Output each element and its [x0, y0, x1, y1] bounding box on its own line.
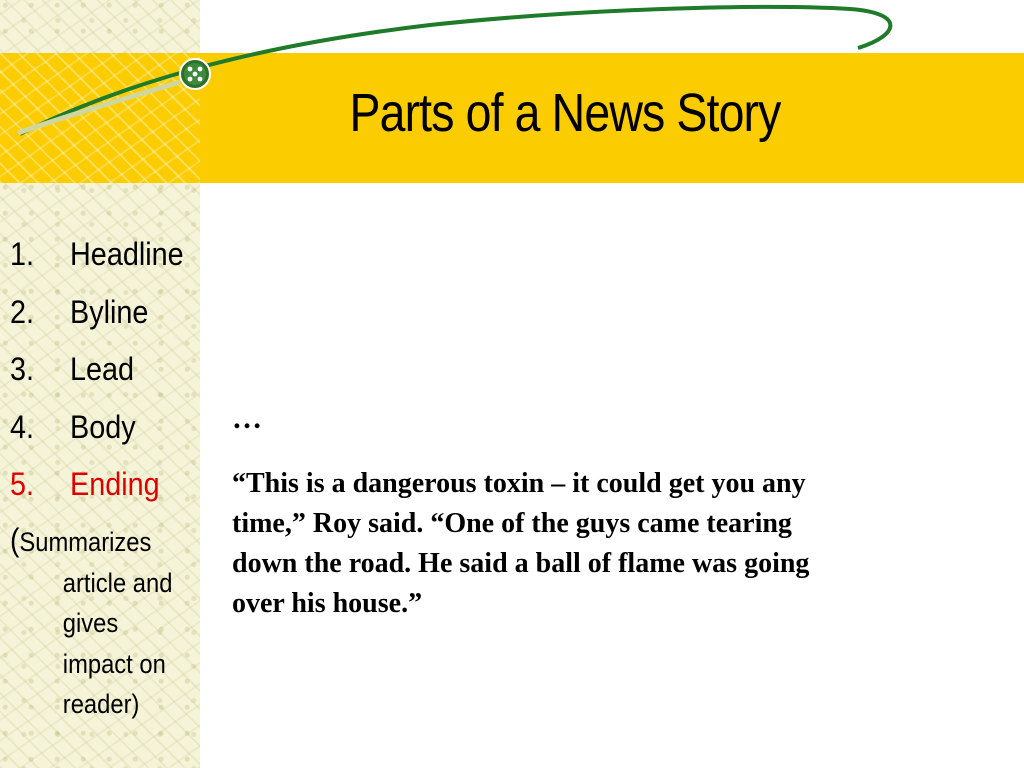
note-line: article and [62, 567, 173, 598]
list-item-body [10, 403, 196, 461]
list-item-number: 2. [10, 293, 35, 330]
list-item-label: Ending [70, 466, 160, 502]
list-item-number: 5. [10, 466, 35, 502]
ellipsis: … [232, 402, 262, 435]
example-quote [232, 464, 952, 624]
list-item-label: Lead [70, 351, 135, 387]
list-item-number: 4. [10, 408, 35, 445]
list-item-label: Headline [70, 236, 184, 272]
list-item-label: Body [70, 408, 136, 445]
note-line: reader) [62, 689, 140, 719]
open-paren: ( [10, 522, 20, 558]
list-item-lead [10, 345, 196, 403]
quote-line: “This is a dangerous toxin – it could get you any [232, 468, 806, 499]
note-line: (Summarizes [10, 522, 152, 558]
quote-line: down the road. He said a ball of flame was going [232, 548, 810, 579]
quote-line: over his house.” [232, 588, 423, 619]
ending-description [10, 520, 210, 725]
list-item-headline [10, 230, 196, 288]
list-item-byline [10, 288, 196, 346]
note-line: impact on [62, 648, 166, 679]
page-title: Parts of a News Story [349, 83, 781, 143]
list-item-label: Byline [70, 293, 149, 330]
list-item-number: 1. [10, 236, 35, 272]
quote-line: time,” Roy said. “One of the guys came tearing [232, 508, 792, 539]
list-item-number: 3. [10, 351, 35, 387]
outline-list [10, 230, 196, 518]
note-line: gives [62, 608, 119, 638]
list-item-ending [10, 460, 196, 518]
